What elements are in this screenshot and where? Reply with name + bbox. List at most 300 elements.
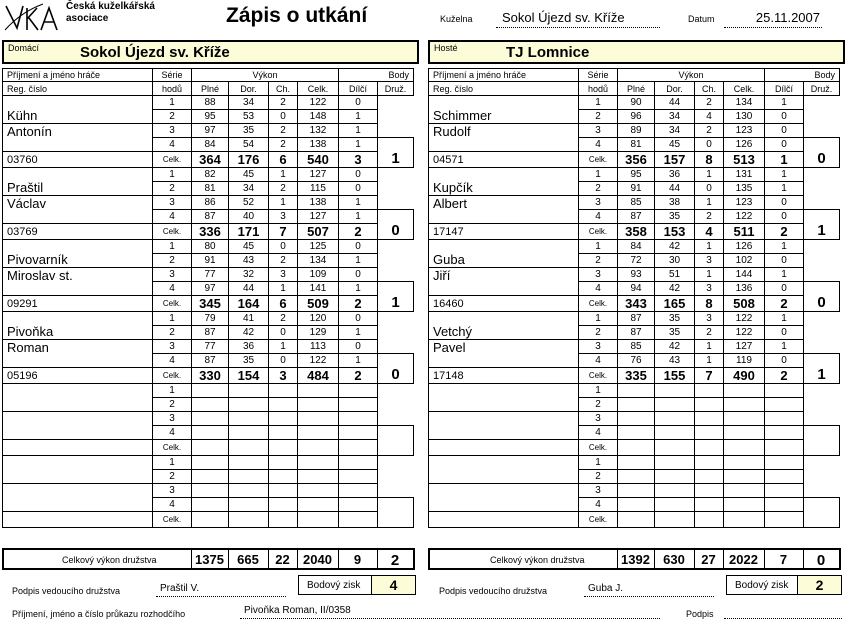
home-sum-dilci: 9 bbox=[353, 552, 362, 567]
col-regno-header: Reg. číslo bbox=[429, 82, 579, 96]
series-number: 1 bbox=[579, 240, 618, 254]
series-value: 38 bbox=[655, 196, 695, 210]
series-value bbox=[695, 426, 724, 440]
player-total-value: 171 bbox=[229, 224, 269, 240]
series-value: 122 bbox=[298, 96, 339, 110]
team-point-spacer bbox=[804, 456, 840, 498]
series-value bbox=[618, 498, 655, 512]
player-total-value: 330 bbox=[192, 368, 229, 384]
player-total-value: 345 bbox=[192, 296, 229, 312]
org-line-1: Česká kuželkářská bbox=[66, 1, 155, 12]
player-firstname bbox=[429, 484, 579, 512]
col-series-sub-header: hodů bbox=[579, 82, 618, 96]
table-row-total bbox=[429, 368, 840, 384]
series-value: 122 bbox=[724, 326, 765, 340]
player-total-value bbox=[269, 440, 298, 456]
player-total-value bbox=[339, 512, 378, 528]
series-value: 1 bbox=[765, 312, 804, 326]
series-value: 45 bbox=[229, 168, 269, 182]
table-row bbox=[3, 484, 414, 498]
series-value: 136 bbox=[724, 282, 765, 296]
total-label: Celk. bbox=[579, 224, 618, 240]
series-value: 0 bbox=[765, 196, 804, 210]
series-value: 129 bbox=[298, 326, 339, 340]
series-value bbox=[298, 484, 339, 498]
series-value bbox=[298, 384, 339, 398]
series-value: 72 bbox=[618, 254, 655, 268]
player-team-point: 1 bbox=[378, 282, 414, 312]
header-row bbox=[3, 82, 414, 96]
player-total-value: 176 bbox=[229, 152, 269, 168]
series-value: 53 bbox=[229, 110, 269, 124]
player-total-value bbox=[269, 512, 298, 528]
series-value bbox=[765, 384, 804, 398]
home-points-label: Bodový zisk bbox=[307, 580, 361, 591]
series-value: 85 bbox=[618, 340, 655, 354]
home-leader-field: Praštil V. bbox=[156, 583, 286, 597]
player-firstname bbox=[429, 412, 579, 440]
col-ch-header: Ch. bbox=[695, 82, 724, 96]
player-surname bbox=[429, 384, 579, 412]
series-value: 97 bbox=[192, 124, 229, 138]
series-value: 2 bbox=[269, 182, 298, 196]
series-value bbox=[192, 398, 229, 412]
table-row bbox=[429, 384, 840, 398]
player-firstname bbox=[3, 484, 153, 512]
player-surname bbox=[3, 456, 153, 484]
series-value: 1 bbox=[339, 110, 378, 124]
series-value: 134 bbox=[724, 96, 765, 110]
guest-sum-ch: 27 bbox=[701, 552, 716, 567]
series-value: 0 bbox=[339, 182, 378, 196]
player-total-value: 8 bbox=[695, 152, 724, 168]
series-value: 109 bbox=[298, 268, 339, 282]
player-reg-number: 16460 bbox=[429, 296, 579, 312]
guest-team-box bbox=[428, 40, 845, 64]
series-value bbox=[339, 412, 378, 426]
series-number: 4 bbox=[153, 282, 192, 296]
series-value: 36 bbox=[655, 168, 695, 182]
player-total-value: 8 bbox=[695, 296, 724, 312]
player-total-value: 7 bbox=[695, 368, 724, 384]
series-value: 2 bbox=[695, 96, 724, 110]
table-row-total bbox=[429, 152, 840, 168]
table-row-total bbox=[3, 512, 414, 528]
player-surname: Vetchý bbox=[429, 312, 579, 340]
player-team-point bbox=[378, 498, 414, 528]
player-reg-number: 17147 bbox=[429, 224, 579, 240]
player-firstname: Antonín bbox=[3, 124, 153, 152]
player-surname: Kühn bbox=[3, 96, 153, 124]
series-value bbox=[192, 412, 229, 426]
series-value: 82 bbox=[192, 168, 229, 182]
header-row bbox=[429, 69, 840, 82]
series-value bbox=[655, 498, 695, 512]
series-number: 2 bbox=[579, 398, 618, 412]
table-row bbox=[429, 96, 840, 110]
table-row bbox=[429, 268, 840, 282]
series-value: 2 bbox=[269, 124, 298, 138]
total-label: Celk. bbox=[579, 512, 618, 528]
series-number: 1 bbox=[579, 384, 618, 398]
series-value bbox=[229, 498, 269, 512]
venue-label: Kuželna bbox=[440, 14, 473, 24]
series-value: 0 bbox=[765, 354, 804, 368]
player-total-value: 356 bbox=[618, 152, 655, 168]
series-value: 1 bbox=[765, 340, 804, 354]
player-total-value: 540 bbox=[298, 152, 339, 168]
table-row bbox=[3, 412, 414, 426]
series-value bbox=[229, 456, 269, 470]
series-value: 1 bbox=[765, 182, 804, 196]
series-value: 2 bbox=[269, 138, 298, 152]
series-value: 2 bbox=[695, 326, 724, 340]
series-value: 40 bbox=[229, 210, 269, 224]
player-reg-number: 03769 bbox=[3, 224, 153, 240]
series-value: 45 bbox=[229, 240, 269, 254]
player-firstname: Roman bbox=[3, 340, 153, 368]
series-value: 1 bbox=[339, 210, 378, 224]
player-surname bbox=[3, 384, 153, 412]
series-value: 0 bbox=[269, 354, 298, 368]
player-team-point bbox=[804, 498, 840, 528]
series-value bbox=[655, 384, 695, 398]
player-firstname: Miroslav st. bbox=[3, 268, 153, 296]
series-value: 2 bbox=[269, 96, 298, 110]
series-number: 4 bbox=[579, 498, 618, 512]
team-point-spacer bbox=[804, 240, 840, 282]
series-number: 2 bbox=[153, 110, 192, 124]
series-value: 79 bbox=[192, 312, 229, 326]
series-value: 43 bbox=[229, 254, 269, 268]
home-sum-row bbox=[2, 548, 415, 570]
series-value bbox=[695, 470, 724, 484]
series-value: 1 bbox=[765, 168, 804, 182]
series-value: 1 bbox=[339, 326, 378, 340]
player-total-value: 2 bbox=[765, 296, 804, 312]
series-value: 1 bbox=[269, 168, 298, 182]
home-points-box bbox=[298, 575, 416, 595]
col-dor-header: Dor. bbox=[655, 82, 695, 96]
header-row bbox=[429, 82, 840, 96]
player-surname: Schimmer bbox=[429, 96, 579, 124]
series-value bbox=[724, 412, 765, 426]
series-number: 1 bbox=[153, 168, 192, 182]
series-value bbox=[269, 384, 298, 398]
player-team-point: 1 bbox=[804, 210, 840, 240]
series-value bbox=[192, 426, 229, 440]
guest-sum-druz: 0 bbox=[816, 552, 826, 569]
series-value: 135 bbox=[724, 182, 765, 196]
player-firstname: Pavel bbox=[429, 340, 579, 368]
table-row bbox=[429, 124, 840, 138]
series-value: 0 bbox=[695, 138, 724, 152]
player-team-point: 0 bbox=[378, 354, 414, 384]
series-value bbox=[765, 484, 804, 498]
venue-field: Sokol Újezd sv. Kříže bbox=[496, 10, 660, 28]
series-value bbox=[765, 470, 804, 484]
series-value: 0 bbox=[339, 268, 378, 282]
series-number: 4 bbox=[579, 354, 618, 368]
player-total-value bbox=[229, 512, 269, 528]
team-point-spacer bbox=[378, 240, 414, 282]
table-row-total bbox=[3, 152, 414, 168]
guest-sum-celk: 2022 bbox=[729, 552, 758, 567]
series-value bbox=[192, 470, 229, 484]
player-surname: Praštil bbox=[3, 168, 153, 196]
series-value: 1 bbox=[695, 196, 724, 210]
series-value: 90 bbox=[618, 96, 655, 110]
series-value: 54 bbox=[229, 138, 269, 152]
player-total-value bbox=[618, 512, 655, 528]
series-value: 42 bbox=[655, 340, 695, 354]
player-team-point: 0 bbox=[804, 282, 840, 312]
organization-name bbox=[66, 1, 155, 25]
series-value: 2 bbox=[695, 124, 724, 138]
series-value: 0 bbox=[765, 282, 804, 296]
series-value: 1 bbox=[695, 340, 724, 354]
player-total-value: 511 bbox=[724, 224, 765, 240]
player-total-value: 508 bbox=[724, 296, 765, 312]
player-total-value: 3 bbox=[339, 152, 378, 168]
series-number: 3 bbox=[579, 412, 618, 426]
series-value: 122 bbox=[724, 312, 765, 326]
player-total-value bbox=[655, 512, 695, 528]
col-dilci-header: Dílčí bbox=[339, 82, 378, 96]
series-value bbox=[618, 426, 655, 440]
series-value bbox=[269, 398, 298, 412]
table-row-total bbox=[3, 440, 414, 456]
col-regno-header: Reg. číslo bbox=[3, 82, 153, 96]
series-value: 3 bbox=[695, 254, 724, 268]
series-value: 127 bbox=[298, 210, 339, 224]
home-leader-label: Podpis vedoucího družstva bbox=[12, 586, 121, 596]
series-number: 1 bbox=[153, 96, 192, 110]
series-value: 84 bbox=[618, 240, 655, 254]
home-players-table bbox=[2, 68, 414, 528]
player-reg-number bbox=[429, 440, 579, 456]
col-celk-header: Celk. bbox=[724, 82, 765, 96]
series-value bbox=[655, 398, 695, 412]
signature-field bbox=[724, 605, 842, 619]
series-value: 43 bbox=[655, 354, 695, 368]
series-value bbox=[339, 484, 378, 498]
series-value: 0 bbox=[339, 96, 378, 110]
player-total-value bbox=[655, 440, 695, 456]
series-value: 3 bbox=[695, 312, 724, 326]
series-value: 0 bbox=[269, 326, 298, 340]
series-value: 1 bbox=[695, 268, 724, 282]
table-row-total bbox=[429, 440, 840, 456]
series-number: 4 bbox=[153, 426, 192, 440]
col-dilci-header: Dílčí bbox=[765, 82, 804, 96]
series-value bbox=[339, 384, 378, 398]
series-value: 2 bbox=[269, 254, 298, 268]
col-druz-header: Druž. bbox=[378, 82, 414, 96]
series-value bbox=[339, 498, 378, 512]
guest-leader-label: Podpis vedoucího družstva bbox=[439, 586, 548, 596]
series-value: 127 bbox=[724, 340, 765, 354]
player-reg-number bbox=[429, 512, 579, 528]
series-value: 119 bbox=[724, 354, 765, 368]
player-firstname: Jiří bbox=[429, 268, 579, 296]
series-value: 1 bbox=[269, 196, 298, 210]
series-value: 1 bbox=[269, 340, 298, 354]
org-line-2: asociace bbox=[66, 13, 109, 24]
series-value: 76 bbox=[618, 354, 655, 368]
table-row bbox=[3, 268, 414, 282]
series-value bbox=[695, 498, 724, 512]
series-value: 95 bbox=[192, 110, 229, 124]
player-total-value bbox=[229, 440, 269, 456]
series-number: 3 bbox=[153, 196, 192, 210]
series-value bbox=[269, 484, 298, 498]
series-value: 141 bbox=[298, 282, 339, 296]
series-value: 34 bbox=[655, 124, 695, 138]
series-number: 4 bbox=[579, 210, 618, 224]
series-value: 132 bbox=[298, 124, 339, 138]
series-value bbox=[298, 398, 339, 412]
player-total-value: 157 bbox=[655, 152, 695, 168]
referee-field: Pivoňka Roman, II/0358 bbox=[240, 605, 660, 619]
series-value: 126 bbox=[724, 240, 765, 254]
series-value: 0 bbox=[339, 168, 378, 182]
total-label: Celk. bbox=[579, 368, 618, 384]
player-total-value: 358 bbox=[618, 224, 655, 240]
series-number: 1 bbox=[153, 240, 192, 254]
series-number: 2 bbox=[579, 110, 618, 124]
player-total-value: 343 bbox=[618, 296, 655, 312]
referee-label: Příjmení, jméno a číslo průkazu rozhodčího bbox=[12, 609, 186, 619]
date-label: Datum bbox=[688, 14, 715, 24]
series-value: 0 bbox=[269, 110, 298, 124]
guest-sum-plne: 1392 bbox=[621, 552, 650, 567]
series-value: 3 bbox=[269, 210, 298, 224]
table-row bbox=[3, 312, 414, 326]
team-point-spacer bbox=[804, 96, 840, 138]
total-label: Celk. bbox=[579, 296, 618, 312]
series-value: 85 bbox=[618, 196, 655, 210]
series-number: 3 bbox=[579, 340, 618, 354]
series-value bbox=[298, 498, 339, 512]
player-team-point bbox=[378, 426, 414, 456]
series-value bbox=[339, 456, 378, 470]
guest-points-label: Bodový zisk bbox=[735, 580, 789, 591]
player-total-value: 2 bbox=[765, 224, 804, 240]
series-value: 35 bbox=[655, 210, 695, 224]
series-value: 0 bbox=[765, 138, 804, 152]
player-total-value bbox=[192, 440, 229, 456]
player-total-value: 6 bbox=[269, 152, 298, 168]
series-value: 44 bbox=[655, 96, 695, 110]
series-value bbox=[298, 470, 339, 484]
table-row bbox=[3, 340, 414, 354]
series-number: 3 bbox=[153, 340, 192, 354]
series-value bbox=[298, 426, 339, 440]
team-point-spacer bbox=[378, 96, 414, 138]
series-value: 86 bbox=[192, 196, 229, 210]
series-value: 84 bbox=[192, 138, 229, 152]
series-value: 80 bbox=[192, 240, 229, 254]
series-value: 1 bbox=[339, 282, 378, 296]
series-value: 35 bbox=[229, 354, 269, 368]
table-row bbox=[429, 340, 840, 354]
table-row bbox=[3, 456, 414, 470]
series-value: 122 bbox=[298, 354, 339, 368]
player-team-point: 1 bbox=[378, 138, 414, 168]
series-value: 0 bbox=[765, 110, 804, 124]
series-value: 1 bbox=[765, 96, 804, 110]
series-value: 122 bbox=[724, 210, 765, 224]
series-value: 130 bbox=[724, 110, 765, 124]
guest-sum-label: Celkový výkon družstva bbox=[490, 555, 585, 565]
series-number: 4 bbox=[153, 498, 192, 512]
series-value: 1 bbox=[765, 268, 804, 282]
series-value bbox=[298, 456, 339, 470]
series-value: 1 bbox=[339, 138, 378, 152]
series-value: 131 bbox=[724, 168, 765, 182]
series-value bbox=[339, 426, 378, 440]
series-value bbox=[724, 384, 765, 398]
player-total-value: 164 bbox=[229, 296, 269, 312]
series-value bbox=[695, 384, 724, 398]
player-total-value: 165 bbox=[655, 296, 695, 312]
series-value bbox=[192, 456, 229, 470]
series-value bbox=[695, 456, 724, 470]
col-druz-header: Druž. bbox=[804, 82, 840, 96]
home-sum-dor: 665 bbox=[237, 552, 259, 567]
home-sum-druz: 2 bbox=[390, 552, 400, 569]
series-value: 138 bbox=[298, 196, 339, 210]
series-value: 3 bbox=[269, 268, 298, 282]
player-total-value bbox=[192, 512, 229, 528]
team-point-spacer bbox=[804, 384, 840, 426]
series-value bbox=[655, 470, 695, 484]
series-value: 42 bbox=[229, 326, 269, 340]
player-total-value: 336 bbox=[192, 224, 229, 240]
series-value bbox=[229, 384, 269, 398]
series-value: 87 bbox=[192, 326, 229, 340]
player-total-value: 3 bbox=[269, 368, 298, 384]
player-total-value: 335 bbox=[618, 368, 655, 384]
player-firstname: Albert bbox=[429, 196, 579, 224]
series-value bbox=[298, 412, 339, 426]
player-total-value: 490 bbox=[724, 368, 765, 384]
series-value bbox=[618, 470, 655, 484]
player-firstname: Rudolf bbox=[429, 124, 579, 152]
series-value bbox=[724, 498, 765, 512]
col-dor-header: Dor. bbox=[229, 82, 269, 96]
series-value: 87 bbox=[618, 312, 655, 326]
series-number: 1 bbox=[579, 96, 618, 110]
col-performance-header: Výkon bbox=[618, 69, 765, 82]
series-value: 36 bbox=[229, 340, 269, 354]
series-value: 123 bbox=[724, 124, 765, 138]
col-celk-header: Celk. bbox=[298, 82, 339, 96]
series-value: 34 bbox=[655, 110, 695, 124]
series-value: 45 bbox=[655, 138, 695, 152]
home-sum-plne: 1375 bbox=[195, 552, 224, 567]
table-row-total bbox=[429, 296, 840, 312]
series-value bbox=[229, 398, 269, 412]
series-value bbox=[269, 456, 298, 470]
series-value bbox=[765, 398, 804, 412]
total-label: Celk. bbox=[153, 152, 192, 168]
table-row bbox=[3, 384, 414, 398]
series-value bbox=[655, 456, 695, 470]
series-value: 34 bbox=[229, 96, 269, 110]
series-number: 2 bbox=[579, 182, 618, 196]
